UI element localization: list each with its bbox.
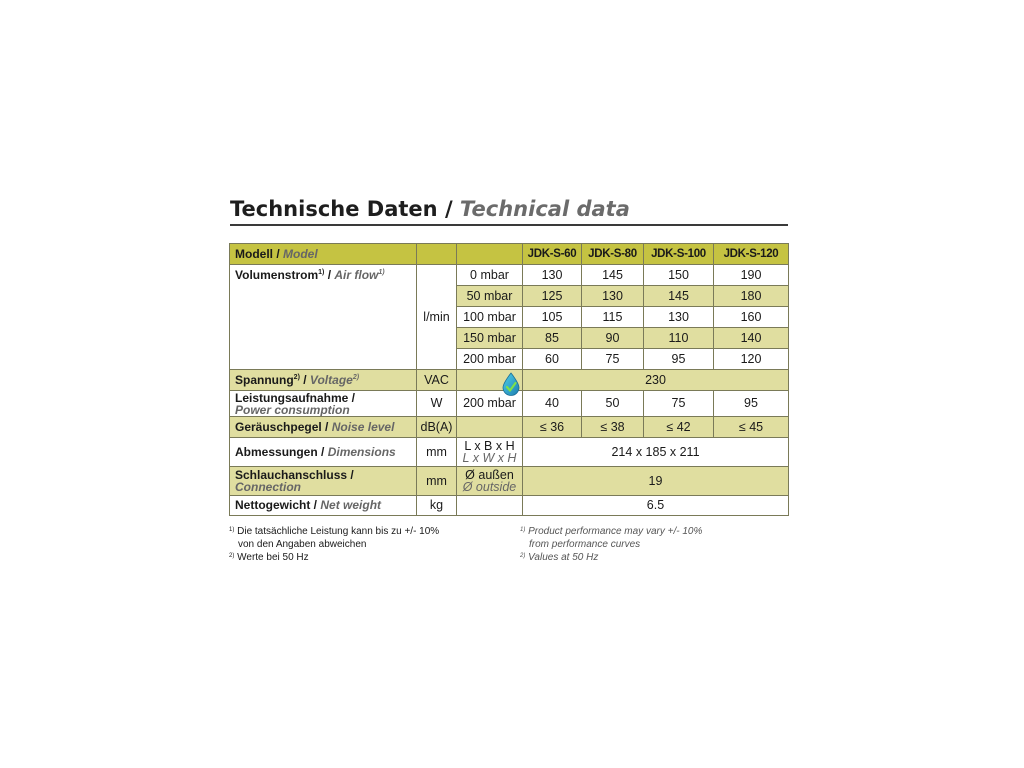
noise-unit: dB(A): [417, 417, 457, 438]
table-cell: 160: [714, 307, 789, 328]
table-cell: 120: [714, 349, 789, 370]
model-name: JDK-S-60: [523, 244, 582, 265]
footnote: $^{2)}$ Values at 50 Hz: [520, 552, 599, 563]
table-cell: 40: [523, 391, 582, 417]
table-cell: 130: [523, 265, 582, 286]
table-cell: 130: [644, 307, 714, 328]
table-cell: 145: [644, 286, 714, 307]
table-header-row: [230, 244, 789, 265]
dimensions-value: 214 x 185 x 211: [523, 438, 789, 467]
footnotes-english: [520, 525, 702, 564]
table-cell: ≤ 42: [644, 417, 714, 438]
model-name: JDK-S-100: [644, 244, 714, 265]
table-cell: ≤ 45: [714, 417, 789, 438]
table-cell: 75: [644, 391, 714, 417]
table-cell: 105: [523, 307, 582, 328]
table-cell: 95: [644, 349, 714, 370]
voltage-label: Spannung$^{2)}$ / Voltage$^{2)}$: [230, 370, 417, 391]
noise-empty-cell: [457, 417, 523, 438]
footnote: $^{1)}$ Product performance may vary +/- 10%: [520, 526, 703, 537]
weight-unit: kg: [417, 496, 457, 516]
table-cell: 180: [714, 286, 789, 307]
table-cell: 75: [582, 349, 644, 370]
dimensions-label: Abmessungen / Dimensions: [230, 438, 417, 467]
title-german: Technische Daten: [230, 197, 438, 221]
pressure-cell: 0 mbar: [457, 265, 523, 286]
table-cell: 190: [714, 265, 789, 286]
table-row: [230, 467, 789, 496]
model-label: Modell / Model: [230, 244, 417, 265]
voltage-unit: VAC: [417, 370, 457, 391]
footnote-continuation: from performance curves: [529, 539, 641, 550]
title-separator: /: [444, 197, 453, 221]
table-cell: 90: [582, 328, 644, 349]
table-cell: 115: [582, 307, 644, 328]
connection-value: 19: [523, 467, 789, 496]
footnotes-german: [229, 525, 439, 564]
table-cell: ≤ 36: [523, 417, 582, 438]
power-label: Leistungsaufnahme / Power consumption: [230, 391, 417, 417]
footnote: $^{1)}$ Die tatsächliche Leistung kann bis zu +/- 10%: [229, 526, 440, 537]
table-cell: 110: [644, 328, 714, 349]
table-row: [230, 265, 789, 286]
table-cell: 95: [714, 391, 789, 417]
connection-condition: Ø außen Ø outside: [457, 467, 523, 496]
pressure-cell: 150 mbar: [457, 328, 523, 349]
table-row: [230, 438, 789, 467]
voltage-value: 230: [523, 370, 789, 391]
table-cell: 125: [523, 286, 582, 307]
weight-empty-cell: [457, 496, 523, 516]
noise-label: Geräuschpegel / Noise level: [230, 417, 417, 438]
table-cell: 60: [523, 349, 582, 370]
weight-label: Nettogewicht / Net weight: [230, 496, 417, 516]
table-row: [230, 417, 789, 438]
table-row: [230, 496, 789, 516]
weight-value: 6.5: [523, 496, 789, 516]
pressure-cell: 100 mbar: [457, 307, 523, 328]
dimensions-unit: mm: [417, 438, 457, 467]
footnote: $^{2)}$ Werte bei 50 Hz: [229, 552, 309, 563]
table-cell: 145: [582, 265, 644, 286]
pressure-cell: 200 mbar: [457, 349, 523, 370]
connection-unit: mm: [417, 467, 457, 496]
model-name: JDK-S-80: [582, 244, 644, 265]
table-cell: 130: [582, 286, 644, 307]
table-cell: ≤ 38: [582, 417, 644, 438]
title-english: Technical data: [459, 197, 630, 221]
power-unit: W: [417, 391, 457, 417]
table-cell: 50: [582, 391, 644, 417]
water-drop-check-icon: [501, 372, 521, 396]
airflow-label: Volumenstrom$^{1)}$ / Air flow$^{1)}$: [230, 265, 417, 370]
model-name: JDK-S-120: [714, 244, 789, 265]
power-condition: 200 mbar: [457, 391, 523, 417]
footnote-continuation: von den Angaben abweichen: [238, 539, 367, 550]
table-cell: 85: [523, 328, 582, 349]
connection-label: Schlauchanschluss / Connection: [230, 467, 417, 496]
table-cell: 150: [644, 265, 714, 286]
header-empty-cell: [457, 244, 523, 265]
table-cell: 140: [714, 328, 789, 349]
pressure-cell: 50 mbar: [457, 286, 523, 307]
dimensions-condition: L x B x H L x W x H: [457, 438, 523, 467]
airflow-unit: l/min: [417, 265, 457, 370]
header-empty-cell: [417, 244, 457, 265]
page-title: [230, 196, 788, 226]
